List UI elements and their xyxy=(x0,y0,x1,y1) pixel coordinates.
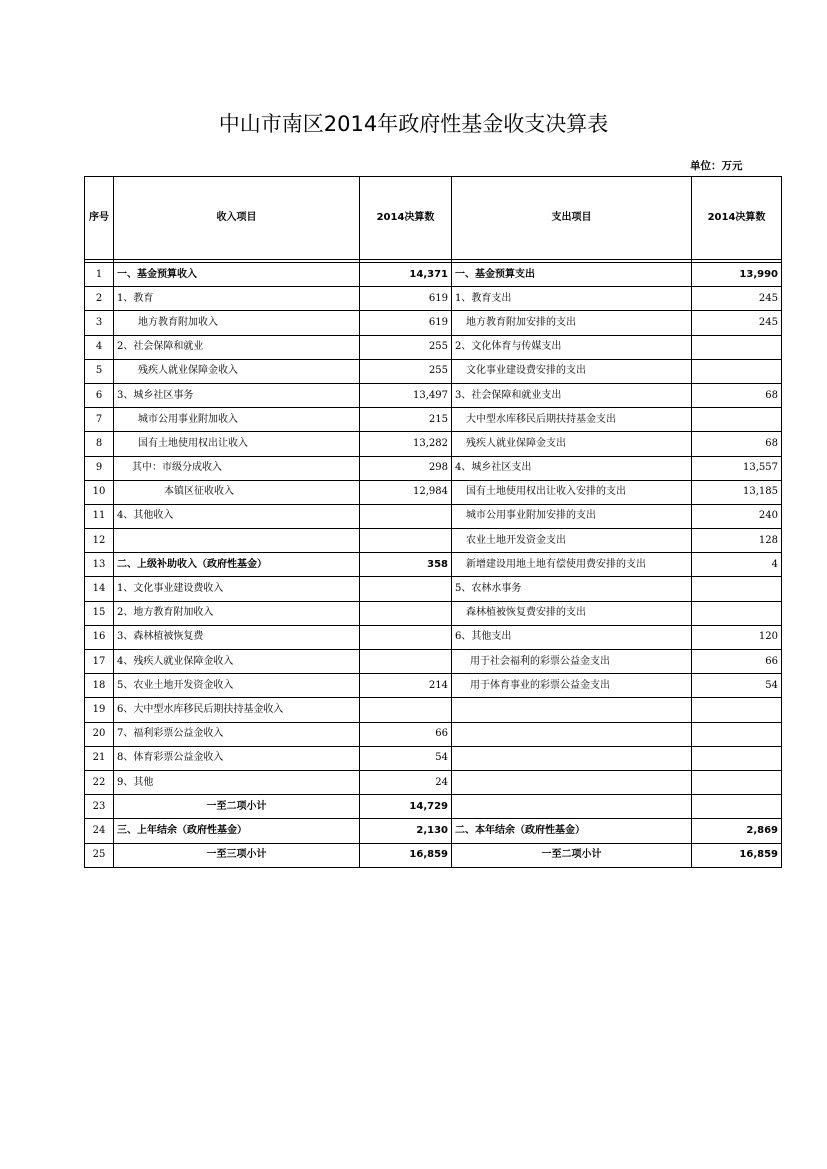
expense-amount-cell: 66 xyxy=(692,650,782,674)
row-seq-cell: 11 xyxy=(85,504,114,528)
table-row xyxy=(85,456,782,480)
income-amount-cell xyxy=(360,529,452,553)
expense-amount-cell: 68 xyxy=(692,383,782,407)
table-row xyxy=(85,746,782,770)
income-item-cell: 地方教育附加收入 xyxy=(114,311,360,335)
expense-item-cell: 用于体育事业的彩票公益金支出 xyxy=(452,674,692,698)
table-row xyxy=(85,408,782,432)
row-seq-cell: 14 xyxy=(85,577,114,601)
table-row xyxy=(85,359,782,383)
row-seq-cell: 25 xyxy=(85,843,114,867)
expense-amount-cell xyxy=(692,359,782,383)
expense-item-cell: 一、基金预算支出 xyxy=(452,263,692,287)
table-row xyxy=(85,698,782,722)
income-item-cell: 3、森林植被恢复费 xyxy=(114,625,360,649)
expense-amount-cell: 13,990 xyxy=(692,263,782,287)
table-row xyxy=(85,577,782,601)
income-item-cell: 6、大中型水库移民后期扶持基金收入 xyxy=(114,698,360,722)
expense-item-cell xyxy=(452,722,692,746)
income-item-cell: 一至二项小计 xyxy=(114,795,360,819)
expense-item-cell: 一至二项小计 xyxy=(452,843,692,867)
income-item-cell: 其中：市级分成收入 xyxy=(114,456,360,480)
expense-amount-cell xyxy=(692,722,782,746)
expense-item-cell: 4、城乡社区支出 xyxy=(452,456,692,480)
income-amount-cell: 14,371 xyxy=(360,263,452,287)
income-item-cell: 1、教育 xyxy=(114,287,360,311)
budget-table xyxy=(84,176,782,868)
table-row xyxy=(85,795,782,819)
income-item-cell: 2、社会保障和就业 xyxy=(114,335,360,359)
table-row xyxy=(85,432,782,456)
income-amount-cell: 66 xyxy=(360,722,452,746)
row-seq-cell: 18 xyxy=(85,674,114,698)
row-seq-cell: 5 xyxy=(85,359,114,383)
expense-amount-cell: 16,859 xyxy=(692,843,782,867)
expense-amount-cell: 13,185 xyxy=(692,480,782,504)
expense-amount-cell xyxy=(692,746,782,770)
income-amount-cell xyxy=(360,625,452,649)
income-amount-cell: 54 xyxy=(360,746,452,770)
header-expense-item: 支出项目 xyxy=(452,177,692,260)
expense-item-cell xyxy=(452,795,692,819)
row-seq-cell: 4 xyxy=(85,335,114,359)
row-seq-cell: 9 xyxy=(85,456,114,480)
expense-item-cell: 新增建设用地土地有偿使用费安排的支出 xyxy=(452,553,692,577)
income-item-cell: 2、地方教育附加收入 xyxy=(114,601,360,625)
table-row xyxy=(85,553,782,577)
header-income-item: 收入项目 xyxy=(114,177,360,260)
row-seq-cell: 10 xyxy=(85,480,114,504)
header-row xyxy=(85,177,782,260)
income-amount-cell: 358 xyxy=(360,553,452,577)
table-row xyxy=(85,650,782,674)
expense-amount-cell xyxy=(692,770,782,794)
table-row xyxy=(85,263,782,287)
expense-item-cell: 大中型水库移民后期扶持基金支出 xyxy=(452,408,692,432)
income-item-cell: 8、体育彩票公益金收入 xyxy=(114,746,360,770)
expense-item-cell: 国有土地使用权出让收入安排的支出 xyxy=(452,480,692,504)
expense-item-cell xyxy=(452,746,692,770)
expense-amount-cell: 68 xyxy=(692,432,782,456)
income-amount-cell xyxy=(360,504,452,528)
income-item-cell: 一、基金预算收入 xyxy=(114,263,360,287)
table-row xyxy=(85,287,782,311)
expense-item-cell: 城市公用事业附加安排的支出 xyxy=(452,504,692,528)
table-row xyxy=(85,819,782,843)
income-amount-cell: 255 xyxy=(360,335,452,359)
unit-label: 单位：万元 xyxy=(690,160,743,172)
row-seq-cell: 13 xyxy=(85,553,114,577)
expense-item-cell: 5、农林水事务 xyxy=(452,577,692,601)
row-seq-cell: 22 xyxy=(85,770,114,794)
income-amount-cell: 12,984 xyxy=(360,480,452,504)
income-item-cell: 二、上级补助收入（政府性基金） xyxy=(114,553,360,577)
expense-amount-cell xyxy=(692,795,782,819)
table-row xyxy=(85,529,782,553)
table-row xyxy=(85,383,782,407)
expense-amount-cell xyxy=(692,408,782,432)
header-seq: 序号 xyxy=(85,177,114,260)
expense-amount-cell: 2,869 xyxy=(692,819,782,843)
income-amount-cell: 619 xyxy=(360,287,452,311)
income-item-cell: 国有土地使用权出让收入 xyxy=(114,432,360,456)
income-item-cell: 1、文化事业建设费收入 xyxy=(114,577,360,601)
income-amount-cell xyxy=(360,698,452,722)
table-row xyxy=(85,335,782,359)
table-row xyxy=(85,311,782,335)
income-item-cell: 三、上年结余（政府性基金） xyxy=(114,819,360,843)
income-amount-cell: 298 xyxy=(360,456,452,480)
row-seq-cell: 17 xyxy=(85,650,114,674)
income-amount-cell: 13,497 xyxy=(360,383,452,407)
expense-amount-cell xyxy=(692,577,782,601)
income-item-cell: 4、其他收入 xyxy=(114,504,360,528)
table-row xyxy=(85,770,782,794)
row-seq-cell: 20 xyxy=(85,722,114,746)
income-amount-cell xyxy=(360,601,452,625)
income-item-cell: 城市公用事业附加收入 xyxy=(114,408,360,432)
table-row xyxy=(85,674,782,698)
table-row xyxy=(85,601,782,625)
expense-amount-cell: 245 xyxy=(692,311,782,335)
income-amount-cell: 2,130 xyxy=(360,819,452,843)
expense-item-cell: 1、教育支出 xyxy=(452,287,692,311)
expense-amount-cell xyxy=(692,601,782,625)
income-item-cell: 7、福利彩票公益金收入 xyxy=(114,722,360,746)
header-income-amount: 2014决算数 xyxy=(360,177,452,260)
income-item-cell: 3、城乡社区事务 xyxy=(114,383,360,407)
income-amount-cell: 24 xyxy=(360,770,452,794)
income-amount-cell: 16,859 xyxy=(360,843,452,867)
expense-amount-cell: 54 xyxy=(692,674,782,698)
income-amount-cell xyxy=(360,650,452,674)
expense-item-cell: 残疾人就业保障金支出 xyxy=(452,432,692,456)
row-seq-cell: 24 xyxy=(85,819,114,843)
expense-item-cell: 2、文化体育与传媒支出 xyxy=(452,335,692,359)
row-seq-cell: 15 xyxy=(85,601,114,625)
table-row xyxy=(85,722,782,746)
income-amount-cell: 255 xyxy=(360,359,452,383)
expense-item-cell xyxy=(452,698,692,722)
expense-amount-cell: 128 xyxy=(692,529,782,553)
expense-amount-cell: 240 xyxy=(692,504,782,528)
row-seq-cell: 1 xyxy=(85,263,114,287)
expense-amount-cell: 245 xyxy=(692,287,782,311)
row-seq-cell: 2 xyxy=(85,287,114,311)
row-seq-cell: 8 xyxy=(85,432,114,456)
income-item-cell: 一至三项小计 xyxy=(114,843,360,867)
row-seq-cell: 19 xyxy=(85,698,114,722)
income-item-cell: 9、其他 xyxy=(114,770,360,794)
income-item-cell: 残疾人就业保障金收入 xyxy=(114,359,360,383)
row-seq-cell: 23 xyxy=(85,795,114,819)
expense-item-cell: 地方教育附加安排的支出 xyxy=(452,311,692,335)
row-seq-cell: 6 xyxy=(85,383,114,407)
income-amount-cell: 215 xyxy=(360,408,452,432)
expense-item-cell: 文化事业建设费安排的支出 xyxy=(452,359,692,383)
table-row xyxy=(85,480,782,504)
income-item-cell xyxy=(114,529,360,553)
table-row xyxy=(85,504,782,528)
income-item-cell: 本镇区征收收入 xyxy=(114,480,360,504)
income-item-cell: 4、残疾人就业保障金收入 xyxy=(114,650,360,674)
table-row xyxy=(85,843,782,867)
header-expense-amount: 2014决算数 xyxy=(692,177,782,260)
expense-amount-cell: 13,557 xyxy=(692,456,782,480)
income-item-cell: 5、农业土地开发资金收入 xyxy=(114,674,360,698)
income-amount-cell: 13,282 xyxy=(360,432,452,456)
row-seq-cell: 7 xyxy=(85,408,114,432)
expense-item-cell: 6、其他支出 xyxy=(452,625,692,649)
row-seq-cell: 3 xyxy=(85,311,114,335)
row-seq-cell: 21 xyxy=(85,746,114,770)
expense-item-cell: 森林植被恢复费安排的支出 xyxy=(452,601,692,625)
expense-amount-cell: 120 xyxy=(692,625,782,649)
expense-item-cell: 农业土地开发资金支出 xyxy=(452,529,692,553)
income-amount-cell: 214 xyxy=(360,674,452,698)
table-row xyxy=(85,625,782,649)
expense-amount-cell xyxy=(692,335,782,359)
expense-item-cell xyxy=(452,770,692,794)
expense-amount-cell: 4 xyxy=(692,553,782,577)
income-amount-cell: 14,729 xyxy=(360,795,452,819)
income-amount-cell: 619 xyxy=(360,311,452,335)
row-seq-cell: 16 xyxy=(85,625,114,649)
row-seq-cell: 12 xyxy=(85,529,114,553)
income-amount-cell xyxy=(360,577,452,601)
expense-item-cell: 二、本年结余（政府性基金） xyxy=(452,819,692,843)
expense-item-cell: 用于社会福利的彩票公益金支出 xyxy=(452,650,692,674)
expense-amount-cell xyxy=(692,698,782,722)
page-title: 中山市南区2014年政府性基金收支决算表 xyxy=(218,112,609,136)
expense-item-cell: 3、社会保障和就业支出 xyxy=(452,383,692,407)
